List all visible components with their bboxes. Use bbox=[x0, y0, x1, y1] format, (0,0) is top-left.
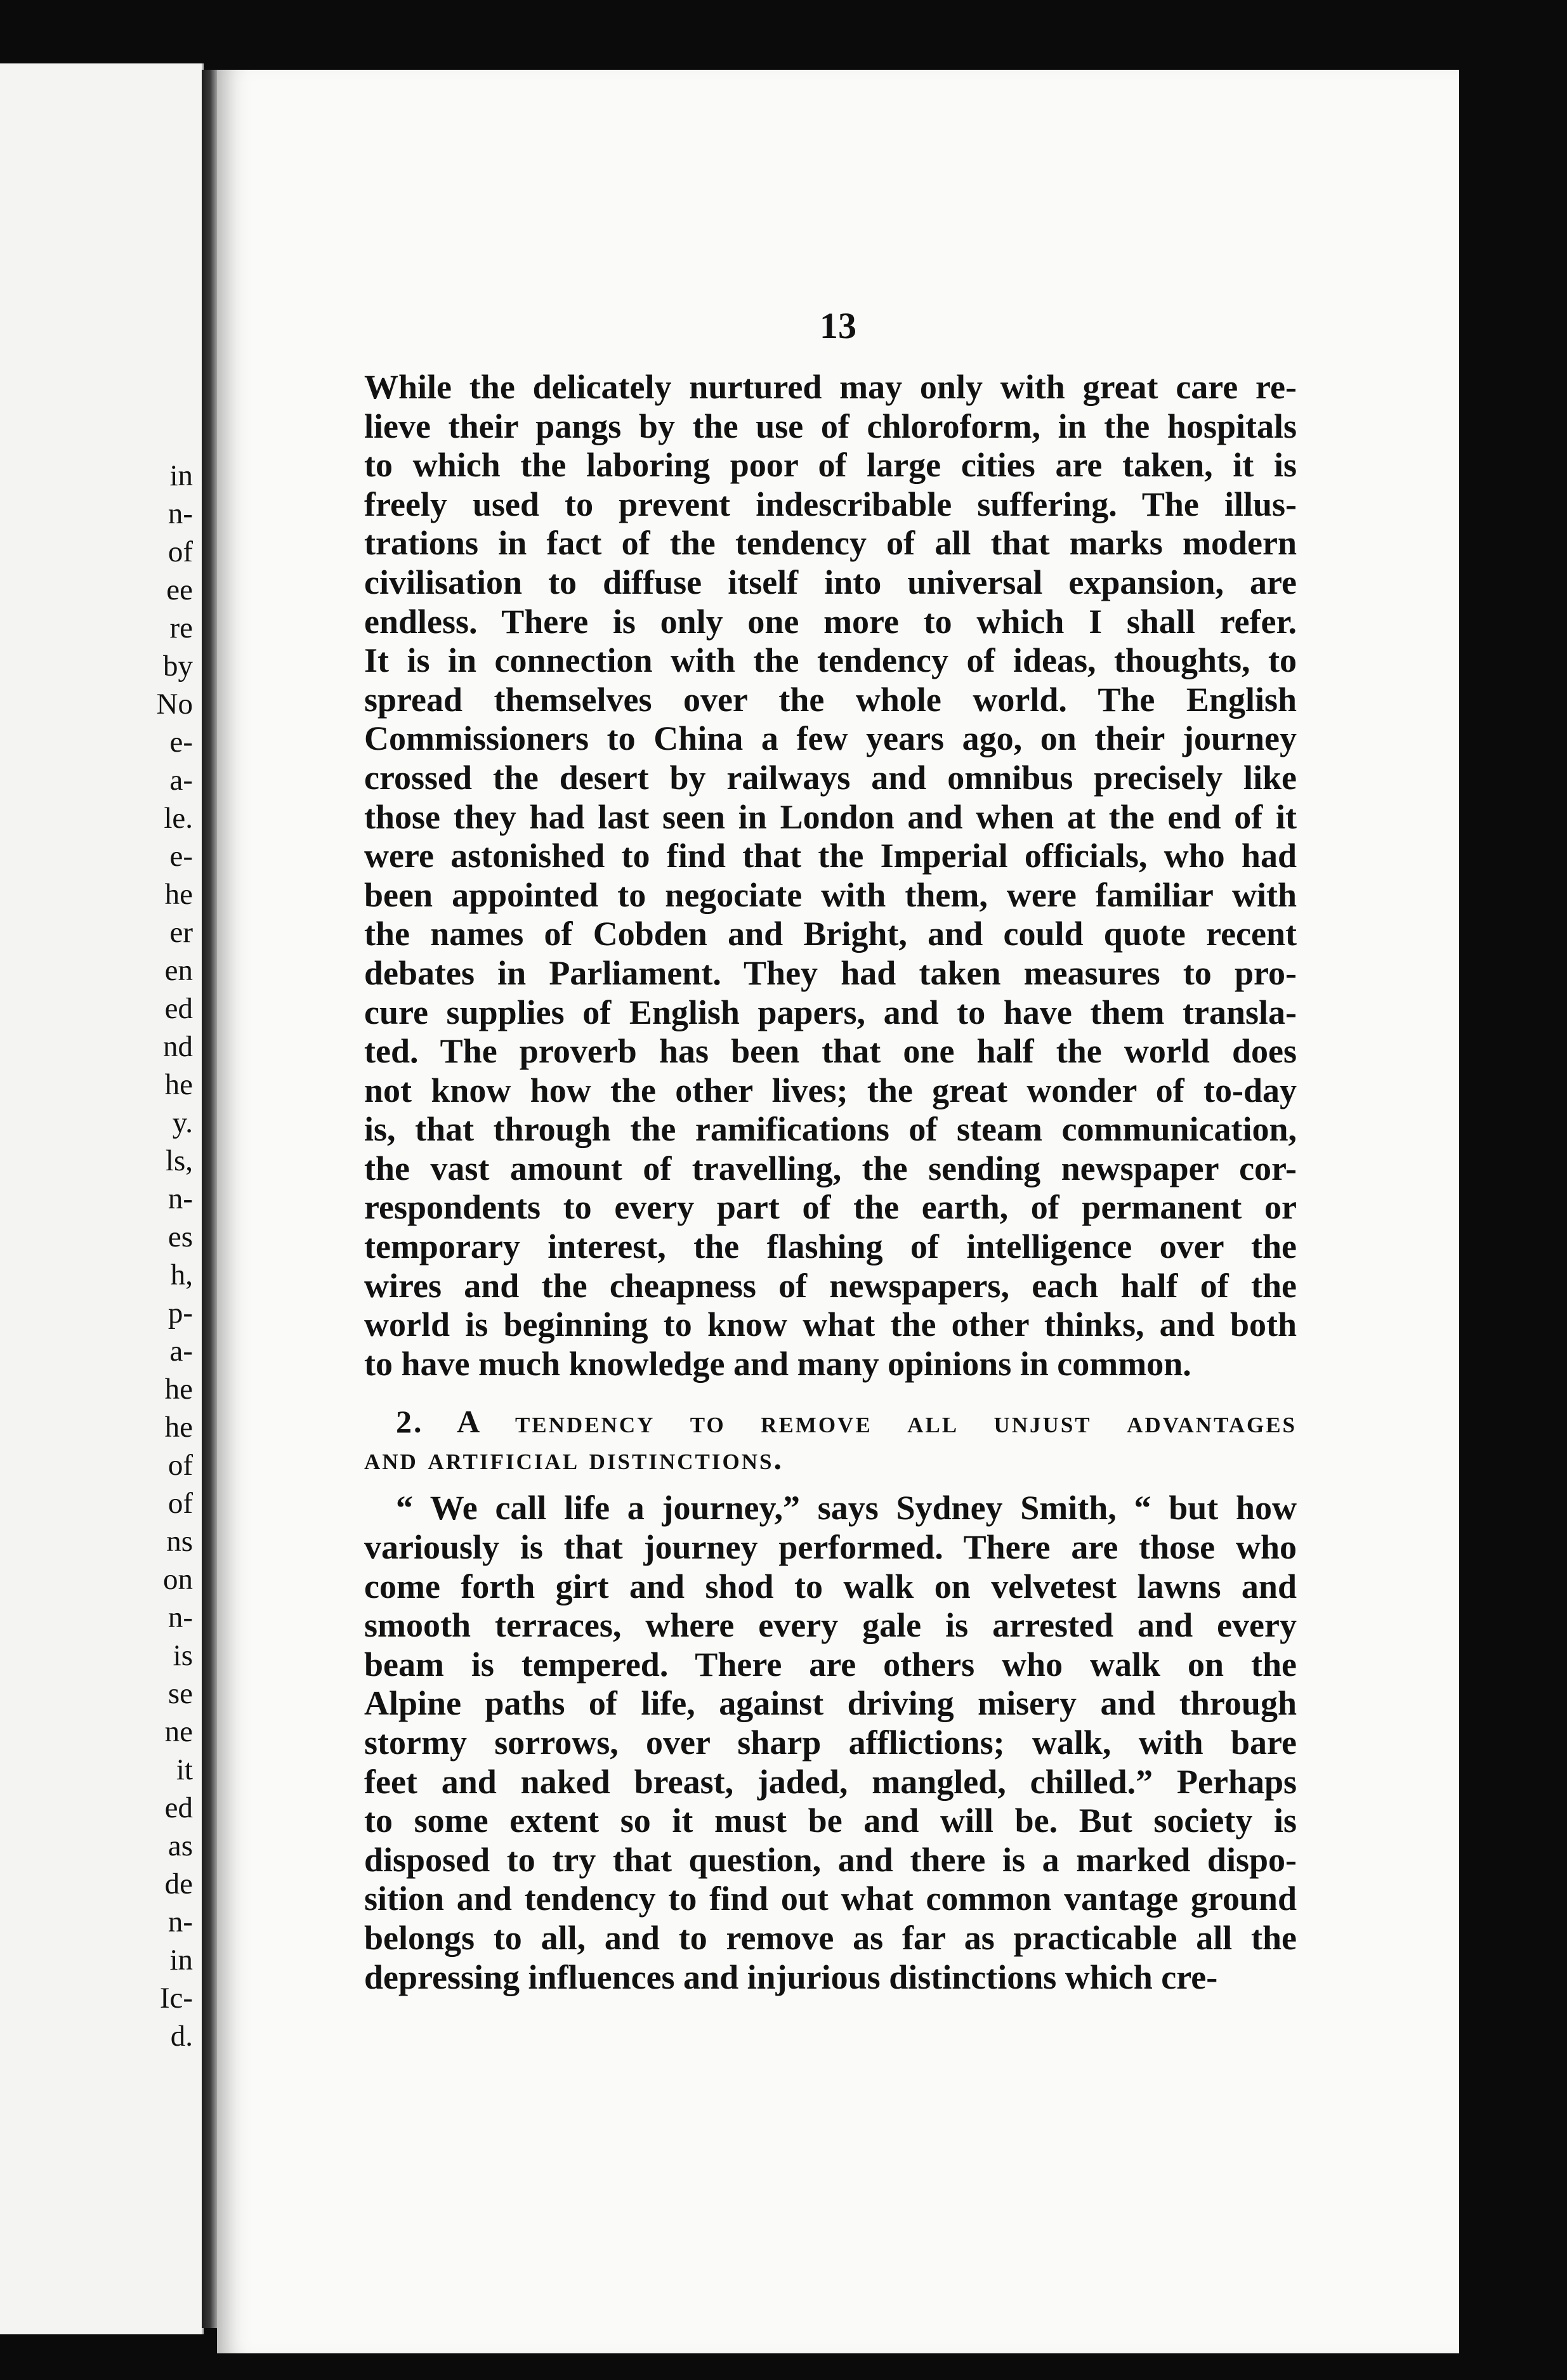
facing-page-fragment: No bbox=[156, 688, 193, 721]
facing-page-fragment: ns bbox=[166, 1525, 193, 1558]
facing-page-fragment: by bbox=[163, 650, 193, 683]
text-line: While the delicately nurtured may only with great care re- bbox=[364, 368, 1297, 406]
text-line: Commissioners to China a few years ago, on their journey bbox=[364, 719, 1297, 758]
facing-page-fragment: e- bbox=[169, 726, 193, 759]
facing-page-fragment: of bbox=[167, 535, 193, 568]
text-line: belongs to all, and to remove as far as practicable all the bbox=[364, 1918, 1297, 1957]
facing-page-fragment: ee bbox=[166, 573, 193, 606]
heading-line: 2. A tendency to remove all unjust advantages bbox=[396, 1404, 1297, 1440]
text-line: respondents to every part of the earth, of permanent or bbox=[364, 1188, 1297, 1227]
text-line: freely used to prevent indescribable suffering. The illus- bbox=[364, 485, 1297, 523]
text-line: the vast amount of travelling, the sending newspaper cor- bbox=[364, 1149, 1297, 1187]
facing-page-fragment: n- bbox=[167, 497, 193, 530]
text-line: were astonished to find that the Imperial officials, who had bbox=[364, 837, 1297, 875]
facing-page-fragment: he bbox=[164, 878, 193, 911]
facing-page-fragment: nd bbox=[163, 1030, 193, 1063]
facing-page-fragment: le. bbox=[164, 802, 193, 835]
facing-page-fragment: ne bbox=[164, 1715, 193, 1748]
text-line: temporary interest, the flashing of intelligence over the bbox=[364, 1227, 1297, 1266]
facing-page-fragment: er bbox=[169, 916, 193, 949]
heading-line: and artificial distinctions. bbox=[364, 1441, 784, 1477]
text-line: stormy sorrows, over sharp afflictions; walk, with bare bbox=[364, 1723, 1297, 1762]
text-line: to which the laboring poor of large cities are taken, it is bbox=[364, 446, 1297, 485]
text-line: disposed to try that question, and there is a marked dispo- bbox=[364, 1840, 1297, 1879]
facing-page-fragment: re bbox=[169, 611, 193, 644]
facing-page-text bbox=[66, 457, 193, 2055]
facing-page-fragment: es bbox=[167, 1220, 193, 1253]
text-line: been appointed to negociate with them, were familiar with bbox=[364, 875, 1297, 914]
page-number: 13 bbox=[820, 305, 856, 346]
facing-page-fragment: it bbox=[176, 1753, 193, 1786]
facing-page-fragment: is bbox=[173, 1639, 193, 1672]
facing-page-fragment: he bbox=[164, 1411, 193, 1444]
facing-page-fragment: ls, bbox=[165, 1144, 193, 1177]
facing-page-fragment: d. bbox=[170, 2020, 193, 2053]
facing-page bbox=[0, 63, 204, 2334]
facing-page-fragment: of bbox=[167, 1487, 193, 1520]
book-page bbox=[217, 70, 1459, 2353]
text-line: crossed the desert by railways and omnibus precisely like bbox=[364, 758, 1297, 797]
text-line: the names of Cobden and Bright, and could quote recent bbox=[364, 915, 1297, 953]
text-line: those they had last seen in London and when at the end of it bbox=[364, 797, 1297, 836]
facing-page-fragment: n- bbox=[167, 1601, 193, 1634]
text-line: It is in connection with the tendency of ideas, thoughts, to bbox=[364, 641, 1297, 680]
text-line: trations in fact of the tendency of all that marks modern bbox=[364, 524, 1297, 563]
text-line: debates in Parliament. They had taken measures to pro- bbox=[364, 953, 1297, 992]
text-line: wires and the cheapness of newspapers, each half of the bbox=[364, 1266, 1297, 1305]
facing-page-fragment: se bbox=[167, 1677, 193, 1710]
section-heading bbox=[364, 1403, 1297, 1476]
text-line: depressing influences and injurious distinctions which cre- bbox=[364, 1958, 1218, 1996]
facing-page-fragment: de bbox=[164, 1867, 193, 1900]
facing-page-fragment: he bbox=[164, 1068, 193, 1101]
text-line: ted. The proverb has been that one half the world does bbox=[364, 1032, 1297, 1071]
facing-page-fragment: in bbox=[169, 459, 193, 492]
text-line: feet and naked breast, jaded, mangled, chilled.” Perhaps bbox=[364, 1762, 1297, 1801]
facing-page-fragment: a- bbox=[169, 764, 193, 797]
text-line: sition and tendency to find out what common vantage ground bbox=[364, 1880, 1297, 1918]
facing-page-fragment: on bbox=[163, 1563, 193, 1596]
facing-page-fragment: as bbox=[167, 1829, 193, 1862]
facing-page-fragment: n- bbox=[167, 1182, 193, 1215]
text-line: “ We call life a journey,” says Sydney Smith, “ but how bbox=[396, 1489, 1297, 1527]
facing-page-fragment: of bbox=[167, 1449, 193, 1482]
text-line: smooth terraces, where every gale is arrested and every bbox=[364, 1606, 1297, 1645]
paragraph-1 bbox=[364, 368, 1297, 1383]
text-line: spread themselves over the whole world. The English bbox=[364, 680, 1297, 719]
text-line: cure supplies of English papers, and to have them transla- bbox=[364, 993, 1297, 1031]
facing-page-fragment: y. bbox=[172, 1106, 193, 1139]
text-line: civilisation to diffuse itself into universal expansion, are bbox=[364, 563, 1297, 601]
facing-page-fragment: ed bbox=[164, 992, 193, 1025]
text-line: come forth girt and shod to walk on velvetest lawns and bbox=[364, 1567, 1297, 1605]
facing-page-fragment: in bbox=[169, 1944, 193, 1977]
facing-page-fragment: en bbox=[164, 954, 193, 987]
facing-page-fragment: a- bbox=[169, 1335, 193, 1368]
book-gutter bbox=[202, 70, 217, 2328]
text-line: not know how the other lives; the great wonder of to-day bbox=[364, 1071, 1297, 1109]
text-line: lieve their pangs by the use of chloroform, in the hospitals bbox=[364, 407, 1297, 445]
text-line: endless. There is only one more to which I shall refer. bbox=[364, 602, 1297, 641]
text-line: Alpine paths of life, against driving misery and through bbox=[364, 1684, 1297, 1723]
facing-page-fragment: Ic- bbox=[159, 1982, 193, 2015]
text-line: variously is that journey performed. There are those who bbox=[364, 1528, 1297, 1567]
facing-page-fragment: p- bbox=[167, 1297, 193, 1330]
text-line: to some extent so it must be and will be. But society is bbox=[364, 1801, 1297, 1840]
facing-page-fragment: ed bbox=[164, 1791, 193, 1824]
text-line: is, that through the ramifications of steam communication, bbox=[364, 1110, 1297, 1149]
facing-page-fragment: e- bbox=[169, 840, 193, 873]
facing-page-fragment: n- bbox=[167, 1906, 193, 1939]
facing-page-fragment: he bbox=[164, 1373, 193, 1406]
facing-page-fragment: h, bbox=[170, 1259, 193, 1291]
paragraph-2 bbox=[364, 1489, 1297, 1997]
page-body bbox=[364, 368, 1297, 1997]
text-line: to have much knowledge and many opinions in common. bbox=[364, 1344, 1191, 1383]
text-line: world is beginning to know what the other thinks, and both bbox=[364, 1305, 1297, 1344]
text-line: beam is tempered. There are others who walk on the bbox=[364, 1645, 1297, 1684]
